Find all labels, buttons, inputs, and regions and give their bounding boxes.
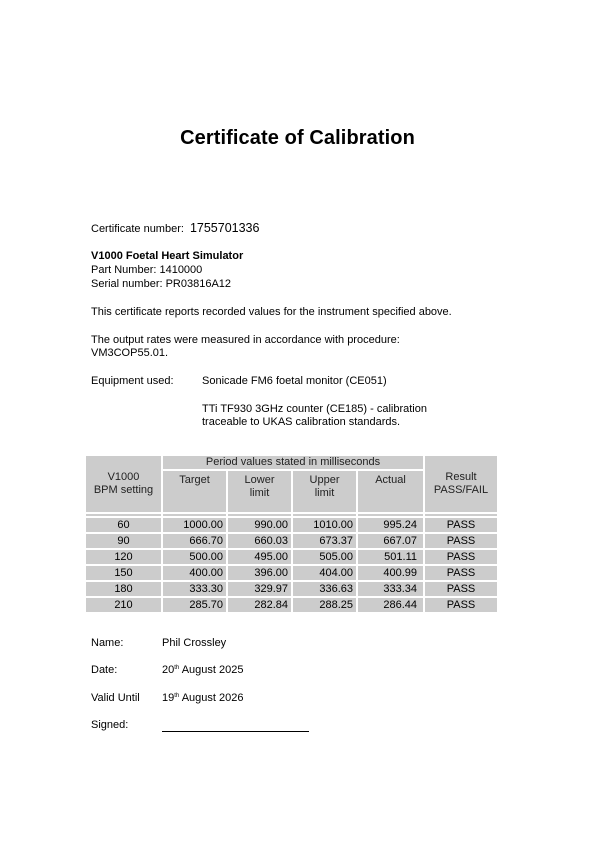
upper-limit-cell: 288.25: [293, 598, 356, 612]
date-ordinal: th: [174, 665, 180, 671]
upper-limit-header: [293, 471, 356, 512]
valid-ordinal: th: [174, 693, 180, 699]
table-row: [86, 534, 497, 548]
date-month-year: August 2025: [179, 664, 244, 676]
target-cell: 500.00: [163, 550, 226, 564]
table-row: [86, 566, 497, 580]
lower-header-line-2: limit: [249, 487, 270, 499]
target-cell: 333.30: [163, 582, 226, 596]
bpm-cell: 60: [86, 518, 161, 532]
lower-limit-cell: 990.00: [228, 518, 291, 532]
bpm-cell: 120: [86, 550, 161, 564]
upper-limit-cell: 404.00: [293, 566, 356, 580]
actual-cell: 995.24: [358, 518, 423, 532]
signature-line[interactable]: [162, 731, 309, 732]
bpm-cell: 90: [86, 534, 161, 548]
result-cell: PASS: [425, 582, 497, 596]
equipment-item-1: Sonicade FM6 foetal monitor (CE051): [202, 375, 387, 387]
lower-limit-header: [228, 471, 291, 512]
actual-cell: 501.11: [358, 550, 423, 564]
date-label: Date:: [91, 664, 118, 676]
table-row: [86, 550, 497, 564]
actual-cell: 286.44: [358, 598, 423, 612]
result-cell: PASS: [425, 566, 497, 580]
lower-limit-cell: 282.84: [228, 598, 291, 612]
upper-limit-cell: 673.37: [293, 534, 356, 548]
valid-until-label: Valid Until: [91, 692, 140, 704]
table-row: [86, 598, 497, 612]
result-header-line-1: Result: [445, 471, 477, 483]
lower-header-line-1: Lower: [244, 474, 275, 486]
certificate-statement: This certificate reports recorded values for the instrument specified above.: [91, 306, 452, 318]
lower-limit-cell: 329.97: [228, 582, 291, 596]
result-header-line-2: PASS/FAIL: [433, 484, 489, 496]
page-title: Certificate of Calibration: [180, 127, 415, 149]
target-cell: 1000.00: [163, 518, 226, 532]
certificate-number: 1755701336: [189, 221, 260, 235]
target-cell: 666.70: [163, 534, 226, 548]
result-cell: PASS: [425, 518, 497, 532]
procedure-text: The output rates were measured in accordance with procedure:: [91, 334, 400, 346]
serial-number: Serial number: PR03816A12: [91, 278, 232, 290]
actual-header-text: Actual: [375, 474, 406, 486]
instrument-name: V1000 Foetal Heart Simulator: [91, 250, 244, 262]
upper-header-line-2: limit: [314, 487, 335, 499]
result-cell: PASS: [425, 598, 497, 612]
bpm-header-line-2: BPM setting: [93, 484, 154, 496]
name-label: Name:: [91, 637, 124, 649]
target-header-text: Target: [179, 474, 210, 486]
target-header: [163, 471, 226, 512]
date-day: 20: [162, 664, 175, 676]
table-spacer-row: [86, 514, 497, 516]
bpm-setting-header: [86, 456, 161, 512]
upper-header-line-1: Upper: [309, 474, 340, 486]
actual-cell: 667.07: [358, 534, 423, 548]
table-row: [86, 518, 497, 532]
actual-cell: 400.99: [358, 566, 423, 580]
signatory-name: Phil Crossley: [162, 637, 227, 649]
procedure-code: VM3COP55.01.: [91, 347, 169, 359]
lower-limit-cell: 396.00: [228, 566, 291, 580]
valid-day: 19: [162, 692, 175, 704]
calibration-results-table: [84, 454, 499, 614]
valid-until-date: [162, 692, 244, 704]
lower-limit-cell: 495.00: [228, 550, 291, 564]
target-cell: 285.70: [163, 598, 226, 612]
bpm-cell: 210: [86, 598, 161, 612]
actual-header: [358, 471, 423, 512]
equipment-label: Equipment used:: [91, 375, 174, 387]
bpm-cell: 180: [86, 582, 161, 596]
upper-limit-cell: 336.63: [293, 582, 356, 596]
equipment-item-2: TTi TF930 3GHz counter (CE185) - calibration: [202, 403, 427, 415]
lower-limit-cell: 660.03: [228, 534, 291, 548]
result-header: [425, 456, 497, 512]
actual-cell: 333.34: [358, 582, 423, 596]
part-number: Part Number: 1410000: [91, 264, 203, 276]
calibration-date: [162, 664, 244, 676]
period-values-header: Period values stated in milliseconds: [163, 456, 423, 469]
signed-label: Signed:: [91, 719, 129, 731]
upper-limit-cell: 1010.00: [293, 518, 356, 532]
certificate-number-label: Certificate number:: [91, 223, 184, 235]
target-cell: 400.00: [163, 566, 226, 580]
bpm-header-line-1: V1000: [107, 471, 140, 483]
valid-month-year: August 2026: [179, 692, 244, 704]
certificate-number-row: [91, 221, 259, 235]
bpm-cell: 150: [86, 566, 161, 580]
upper-limit-cell: 505.00: [293, 550, 356, 564]
table-row: [86, 582, 497, 596]
result-cell: PASS: [425, 550, 497, 564]
equipment-item-2-traceability: traceable to UKAS calibration standards.: [202, 416, 401, 428]
result-cell: PASS: [425, 534, 497, 548]
